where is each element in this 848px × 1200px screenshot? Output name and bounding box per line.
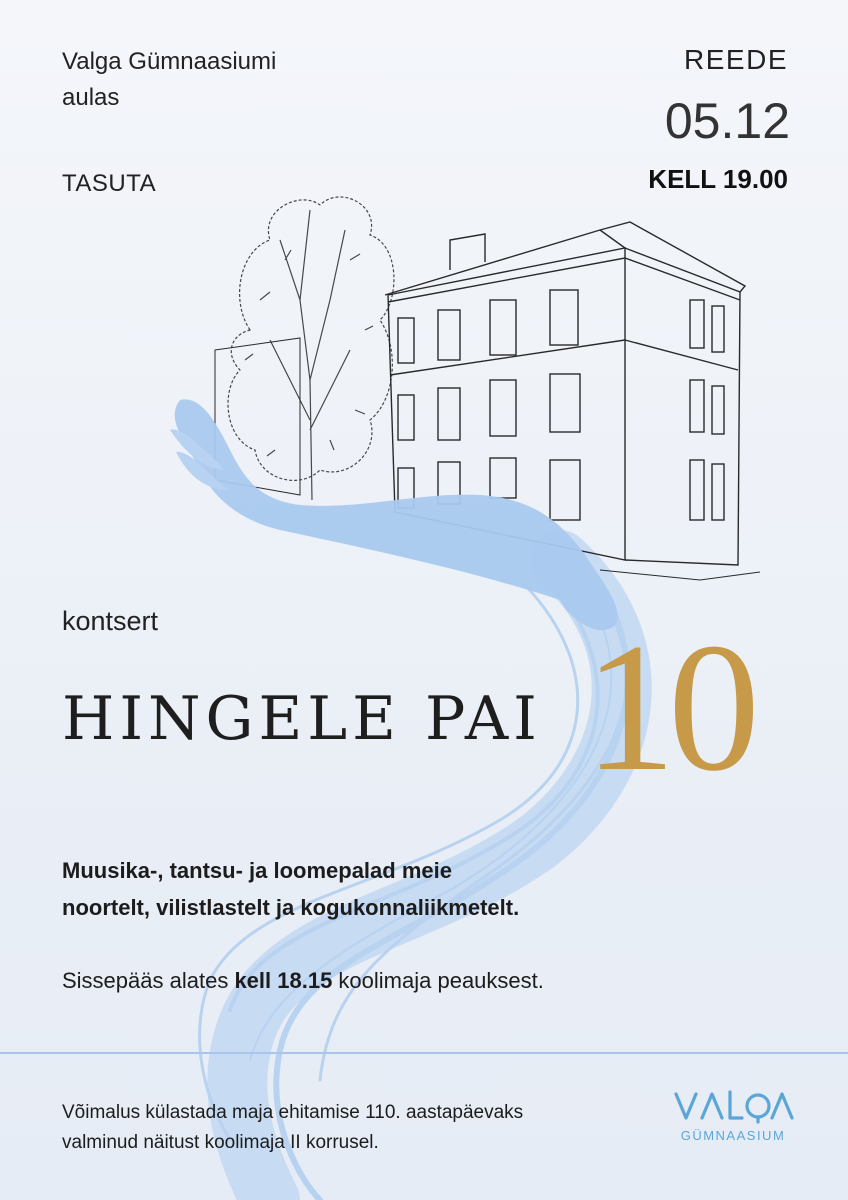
footer-divider	[0, 1052, 848, 1054]
description-line-2: noortelt, vilistlastelt ja kogukonnaliikmetelt.	[62, 895, 520, 920]
venue-text	[62, 44, 276, 116]
event-description	[62, 852, 702, 926]
description-line-1: Muusika-, tantsu- ja loomepalad meie	[62, 858, 452, 883]
logo-subtitle: GÜMNAASIUM	[680, 1128, 786, 1143]
valga-logo-mark	[672, 1088, 794, 1124]
window-row-upper	[398, 290, 724, 363]
event-date: 05.12	[664, 93, 790, 149]
entry-time: kell 18.15	[234, 968, 333, 993]
footer-note	[62, 1098, 662, 1158]
tree-sketch	[228, 197, 394, 500]
entry-text-after: koolimaja peauksest.	[332, 968, 544, 993]
admission-label: TASUTA	[62, 170, 157, 197]
event-number: 10	[584, 605, 752, 809]
event-title: HINGELE PAI	[62, 684, 542, 754]
venue-line-2: aulas	[62, 84, 120, 111]
event-time: KELL 19.00	[648, 164, 788, 194]
event-kicker: kontsert	[62, 606, 159, 636]
footer-note-line-1: Võimalus külastada maja ehitamise 110. aastapäevaks	[62, 1102, 524, 1123]
window-row-middle	[398, 374, 724, 440]
entry-text-before: Sissepääs alates	[62, 968, 235, 993]
school-logo	[672, 1088, 794, 1143]
weekday-label: REEDE	[684, 44, 788, 75]
venue-line-1: Valga Gümnaasiumi	[62, 48, 277, 75]
entry-info	[62, 968, 544, 994]
footer-note-line-2: valminud näitust koolimaja II korrusel.	[62, 1132, 379, 1153]
